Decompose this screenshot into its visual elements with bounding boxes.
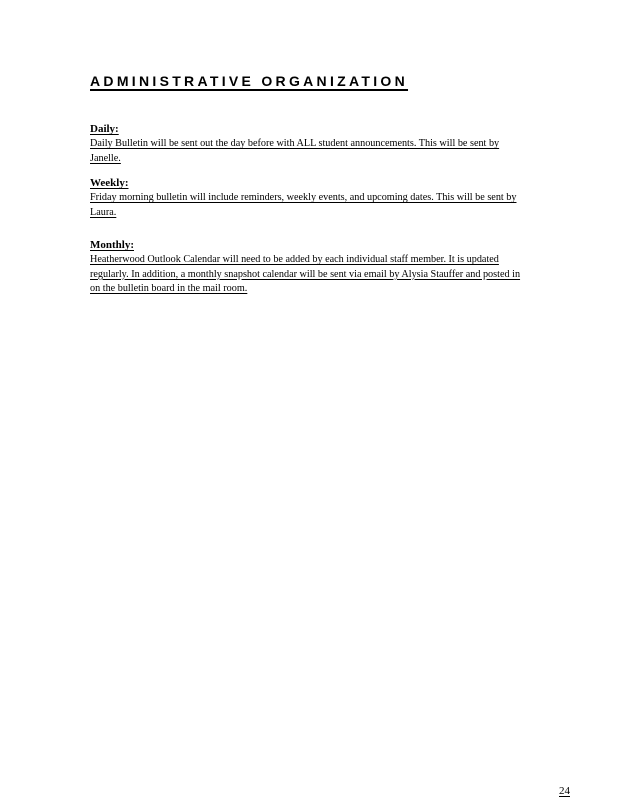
page-title: ADMINISTRATIVE ORGANIZATION [90, 73, 409, 89]
section-heading-weekly: Weekly: [90, 177, 129, 189]
section-daily [90, 123, 522, 166]
section-body-monthly: Heatherwood Outlook Calendar will need to be added by each individual staff member. It is updated regularly. In addition, a monthly snapshot calendar will be sent via email by Alysia Stauffer and posted in on the bulletin board in the mail room. [90, 254, 521, 294]
section-heading-daily: Daily: [90, 123, 119, 135]
section-body-daily: Daily Bulletin will be sent out the day before with ALL student announcements. This will be sent by Janelle. [90, 138, 500, 164]
section-heading-monthly: Monthly: [90, 239, 134, 251]
section-monthly [90, 239, 522, 297]
section-body-weekly: Friday morning bulletin will include reminders, weekly events, and upcoming dates. This will be sent by Laura. [90, 192, 517, 218]
section-weekly [90, 177, 522, 220]
page-number: 24 [559, 785, 570, 797]
